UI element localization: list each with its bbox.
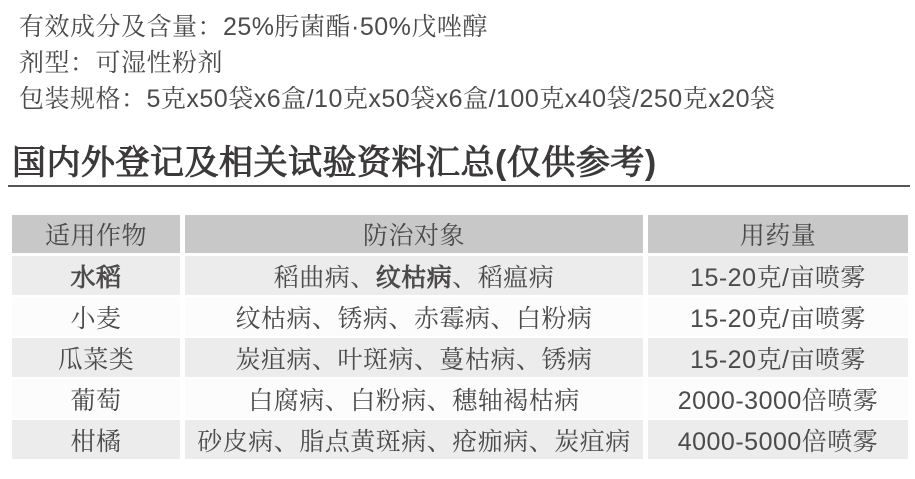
crop-cell: 瓜菜类: [12, 338, 180, 377]
table-row-melon-vegetables: [12, 338, 908, 377]
table-row-citrus: [12, 420, 908, 459]
dosage-cell: 4000-5000倍喷雾: [648, 420, 908, 459]
dosage-cell: 2000-3000倍喷雾: [648, 379, 908, 418]
crop-cell: 水稻: [12, 256, 180, 295]
registration-table: [12, 215, 908, 461]
table-row-rice: [12, 256, 908, 295]
targets-cell: 炭疽病、叶斑病、蔓枯病、锈病: [185, 338, 643, 377]
table-row-wheat: [12, 297, 908, 336]
targets-cell: 纹枯病、锈病、赤霉病、白粉病: [185, 297, 643, 336]
header-dosage: 用药量: [648, 215, 908, 253]
table-row-grape: [12, 379, 908, 418]
dosage-cell: 15-20克/亩喷雾: [648, 297, 908, 336]
heading-divider: [8, 185, 910, 187]
dosage-cell: 15-20克/亩喷雾: [648, 256, 908, 295]
targets-cell: 白腐病、白粉病、穗轴褐枯病: [185, 379, 643, 418]
section-heading: 国内外登记及相关试验资料汇总(仅供参考): [12, 144, 657, 182]
table-header-row: [12, 215, 908, 253]
dosage-cell: 15-20克/亩喷雾: [648, 338, 908, 377]
packaging-spec-line: 包装规格：5克x50袋x6盒/10克x50袋x6盒/100克x40袋/250克x20袋: [19, 85, 776, 113]
targets-cell: 砂皮病、脂点黄斑病、疮痂病、炭疽病: [185, 420, 643, 459]
active-ingredient-line: 有效成分及含量：25%肟菌酯·50%戊唑醇: [19, 13, 488, 41]
formulation-line: 剂型：可湿性粉剂: [19, 49, 224, 77]
crop-cell: 柑橘: [12, 420, 180, 459]
crop-cell: 葡萄: [12, 379, 180, 418]
targets-text: 、稻瘟病: [452, 263, 555, 292]
targets-cell: [185, 256, 643, 295]
targets-text: 稻曲病、: [273, 263, 376, 292]
header-targets: 防治对象: [185, 215, 643, 253]
targets-text-bold: 纹枯病: [375, 263, 453, 292]
crop-cell: 小麦: [12, 297, 180, 336]
header-crop: 适用作物: [12, 215, 180, 253]
product-info-block: [19, 9, 776, 117]
